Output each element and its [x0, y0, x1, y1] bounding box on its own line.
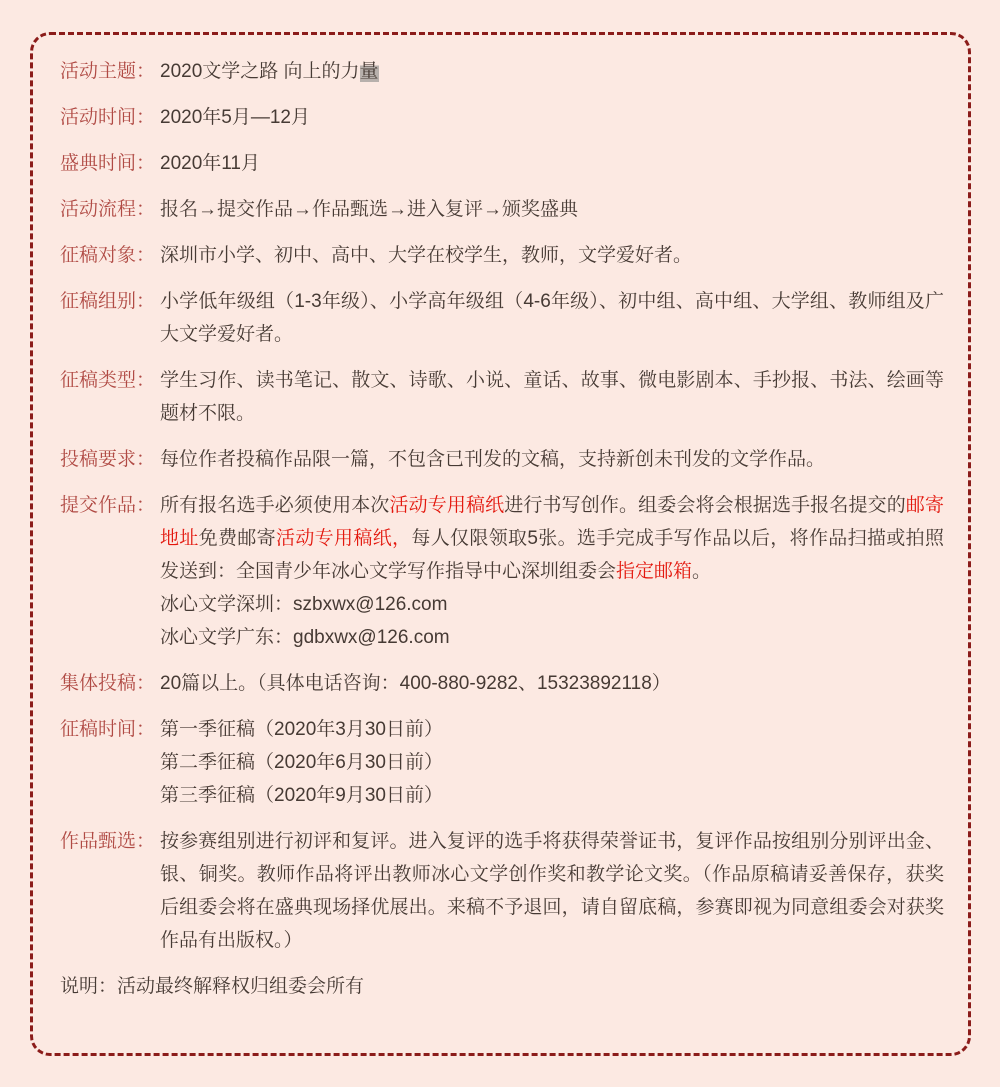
text-run: 2020年5月—12月 — [160, 107, 310, 128]
highlight-run: 活动专用稿纸 — [389, 495, 505, 516]
entry-content — [160, 825, 944, 957]
entry-work-selection — [60, 825, 944, 957]
entry-content — [160, 101, 944, 134]
text-line — [160, 55, 944, 88]
text-line — [160, 746, 944, 779]
text-line — [160, 443, 944, 476]
entries — [60, 55, 944, 1003]
cursor-artifact-run: 量 — [359, 61, 379, 82]
entry-label: 活动流程： — [60, 199, 156, 220]
entry-content — [160, 55, 944, 88]
entry-note — [60, 970, 944, 1003]
entry-label: 活动主题： — [60, 61, 156, 82]
entry-content — [160, 239, 944, 272]
text-run: 2020年11月 — [160, 153, 260, 174]
text-run: 20篇以上。（具体电话咨询：400-880-9282、15323892118） — [160, 673, 671, 694]
entry-solicitation-types — [60, 364, 944, 430]
text-line — [160, 588, 944, 621]
text-line — [160, 667, 944, 700]
entry-label: 征稿对象： — [60, 245, 156, 266]
text-line — [160, 239, 944, 272]
entry-content — [160, 667, 944, 700]
entry-content — [160, 147, 944, 180]
highlight-run: 邮寄地址 — [160, 495, 944, 549]
text-line — [160, 147, 944, 180]
text-run: 学生习作、读书笔记、散文、诗歌、小说、童话、故事、微电影剧本、手抄报、书法、绘画等题材不限。 — [160, 370, 944, 424]
text-line — [160, 489, 944, 588]
notice-panel — [30, 32, 971, 1056]
entry-activity-time — [60, 101, 944, 134]
text-line — [117, 976, 364, 997]
text-run: 小学低年级组（1-3年级）、小学高年级组（4-6年级）、初中组、高中组、大学组、教师组及广大文学爱好者。 — [160, 291, 944, 345]
text-run: 活动最终解释权归组委会所有 — [117, 976, 365, 997]
entry-content — [117, 976, 364, 997]
entry-content — [160, 489, 944, 654]
text-line — [160, 101, 944, 134]
entry-submit-works — [60, 489, 944, 654]
entry-solicitation-periods — [60, 713, 944, 812]
entry-content — [160, 285, 944, 351]
text-run: 冰心文学广东：gdbxwx@126.com — [160, 627, 450, 648]
text-run: 每人仅限领取5张。选手完成手写作品以后，将作品扫描或拍照发送到：全国青少年冰心文学写作指导中心深圳组委会 — [160, 528, 944, 582]
entry-label: 征稿组别： — [60, 291, 156, 312]
entry-label: 征稿时间： — [60, 719, 156, 740]
highlight-run: 指定邮箱 — [616, 561, 693, 582]
entry-activity-theme — [60, 55, 944, 88]
text-run: 每位作者投稿作品限一篇，不包含已刊发的文稿，支持新创未刊发的文学作品。 — [160, 449, 826, 470]
text-line — [160, 364, 944, 430]
text-line — [160, 285, 944, 351]
entry-label: 盛典时间： — [60, 153, 156, 174]
text-run: 所有报名选手必须使用本次 — [160, 495, 390, 516]
text-run: 2020文学之路 向上的力 — [160, 61, 360, 82]
entry-submission-requirements — [60, 443, 944, 476]
text-line — [160, 193, 944, 226]
entry-label: 作品甄选： — [60, 831, 156, 852]
text-line — [160, 621, 944, 654]
text-run: 进行书写创作。组委会将会根据选手报名提交的 — [504, 495, 906, 516]
entry-solicitation-target — [60, 239, 944, 272]
text-run: 第二季征稿（2020年6月30日前） — [160, 752, 443, 773]
text-line — [160, 713, 944, 746]
entry-label: 征稿类型： — [60, 370, 156, 391]
entry-solicitation-groups — [60, 285, 944, 351]
text-run: 第一季征稿（2020年3月30日前） — [160, 719, 443, 740]
entry-content — [160, 193, 944, 226]
text-run: 报名→提交作品→作品甄选→进入复评→颁奖盛典 — [160, 199, 579, 220]
text-run: 冰心文学深圳：szbxwx@126.com — [160, 594, 448, 615]
entry-label: 集体投稿： — [60, 673, 156, 694]
entry-gala-time — [60, 147, 944, 180]
text-line — [160, 779, 944, 812]
text-run: 免费邮寄 — [198, 528, 277, 549]
entry-label: 活动时间： — [60, 107, 156, 128]
entry-label: 提交作品： — [60, 495, 156, 516]
entry-activity-process — [60, 193, 944, 226]
entry-content — [160, 443, 944, 476]
text-run: 。 — [692, 561, 712, 582]
entry-group-submission — [60, 667, 944, 700]
entry-label: 说明： — [60, 976, 118, 997]
highlight-run: 活动专用稿纸， — [276, 528, 412, 549]
text-run: 第三季征稿（2020年9月30日前） — [160, 785, 443, 806]
entry-content — [160, 364, 944, 430]
text-line — [160, 825, 944, 957]
entry-content — [160, 713, 944, 812]
entry-label: 投稿要求： — [60, 449, 156, 470]
text-run: 按参赛组别进行初评和复评。进入复评的选手将获得荣誉证书，复评作品按组别分别评出金、银、铜奖。教师作品将评出教师冰心文学创作奖和教学论文奖。（作品原稿请妥善保存，获奖后组委会将在盛典现场择优展出。来稿不予退回，请自留底稿，参赛即视为同意组委会对获奖作品有出版权。） — [160, 831, 944, 951]
text-run: 深圳市小学、初中、高中、大学在校学生，教师，文学爱好者。 — [160, 245, 693, 266]
